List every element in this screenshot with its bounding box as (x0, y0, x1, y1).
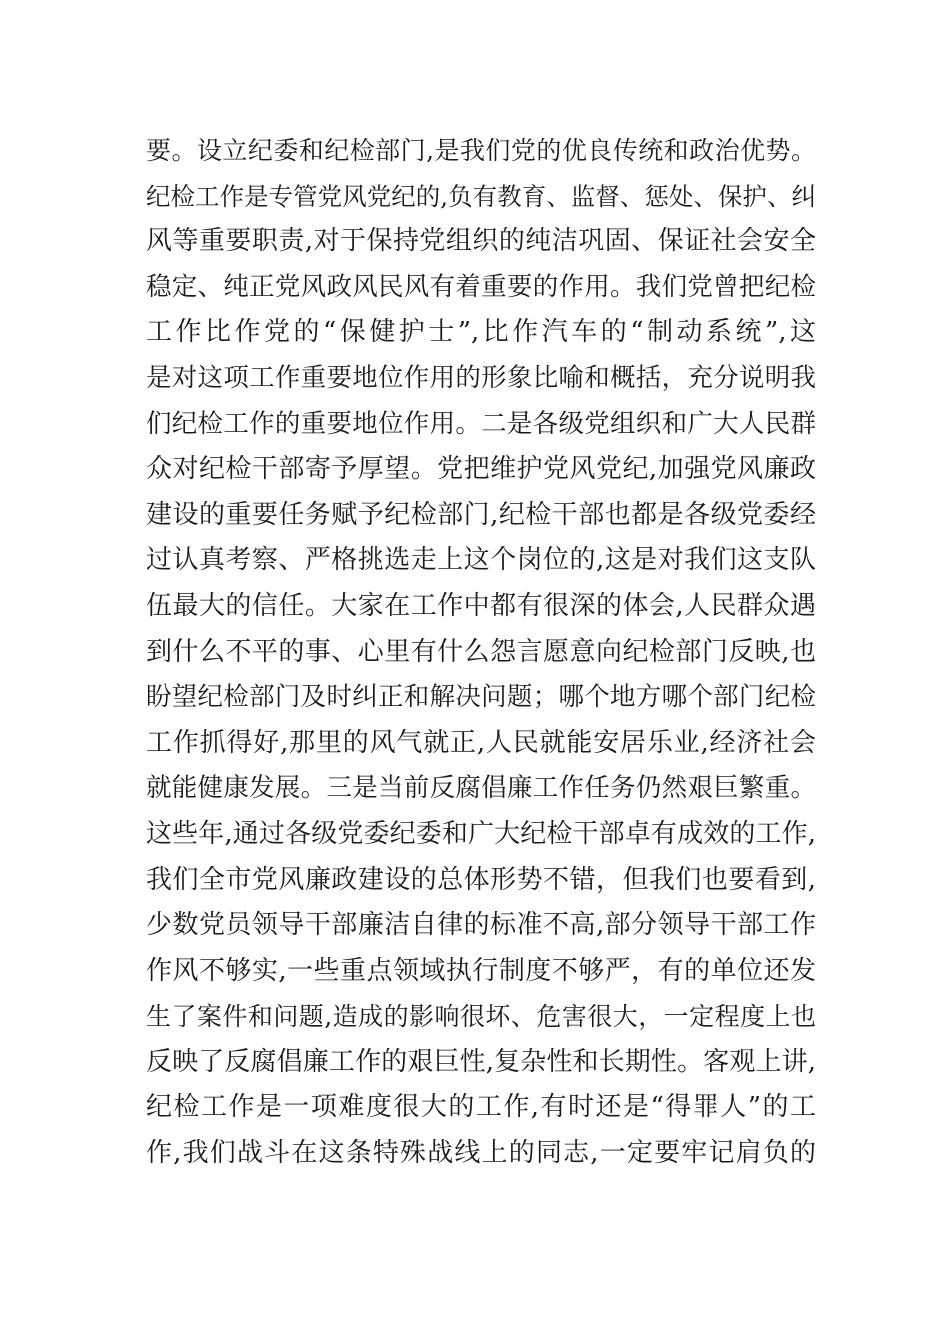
text-line: 风等重要职责,对于保持党组织的纯洁巩固、保证社会安全 (146, 226, 816, 257)
text-line: 要。设立纪委和纪检部门,是我们党的优良传统和政治优势。 (146, 136, 816, 165)
text-line: 过认真考察、严格挑选走上这个岗位的,这是对我们这支队 (146, 545, 816, 576)
text-line: 们纪检工作的重要地位作用。二是各级党组织和广大人民群 (146, 408, 816, 439)
text-line: 是对这项工作重要地位作用的形象比喻和概括，充分说明我 (146, 362, 816, 393)
text-line: 生了案件和问题,造成的影响很坏、危害很大，一定程度上也 (146, 1002, 816, 1032)
text-line: 到什么不平的事、心里有什么怨言愿意向纪检部门反映,也 (146, 636, 816, 667)
text-line: 纪检工作是专管党风党纪的,负有教育、监督、惩处、保护、纠 (146, 181, 816, 211)
text-line: 这些年,通过各级党委纪委和广大纪检干部卓有成效的工作, (146, 818, 816, 849)
text-line: 建设的重要任务赋予纪检部门,纪检干部也都是各级党委经 (146, 499, 816, 530)
text-line: 纪检工作是一项难度很大的工作,有时还是“得罪人”的工 (146, 1092, 816, 1123)
text-line: 稳定、纯正党风政风民风有着重要的作用。我们党曾把纪检 (146, 271, 816, 302)
text-line: 盼望纪检部门及时纠正和解决问题；哪个地方哪个部门纪检 (146, 682, 816, 713)
text-line: 就能健康发展。三是当前反腐倡廉工作任务仍然艰巨繁重。 (146, 773, 816, 804)
text-line: 伍最大的信任。大家在工作中都有很深的体会,人民群众遇 (146, 590, 816, 621)
text-line: 工作抓得好,那里的风气就正,人民就能安居乐业,经济社会 (146, 727, 816, 758)
text-line: 少数党员领导干部廉洁自律的标准不高,部分领导干部工作 (146, 910, 816, 941)
text-line: 众对纪检干部寄予厚望。党把维护党风党纪,加强党风廉政 (146, 454, 816, 485)
text-line: 我们全市党风廉政建设的总体形势不错，但我们也要看到, (146, 864, 816, 895)
text-line: 反映了反腐倡廉工作的艰巨性,复杂性和长期性。客观上讲, (146, 1046, 816, 1077)
text-line: 作,我们战斗在这条特殊战线上的同志,一定要牢记肩负的 (146, 1138, 816, 1169)
text-line: 作风不够实,一些重点领域执行制度不够严，有的单位还发 (146, 955, 816, 986)
body-text (146, 128, 816, 1177)
text-line: 工作比作党的“保健护士”,比作汽车的“制动系统”,这 (146, 317, 816, 348)
